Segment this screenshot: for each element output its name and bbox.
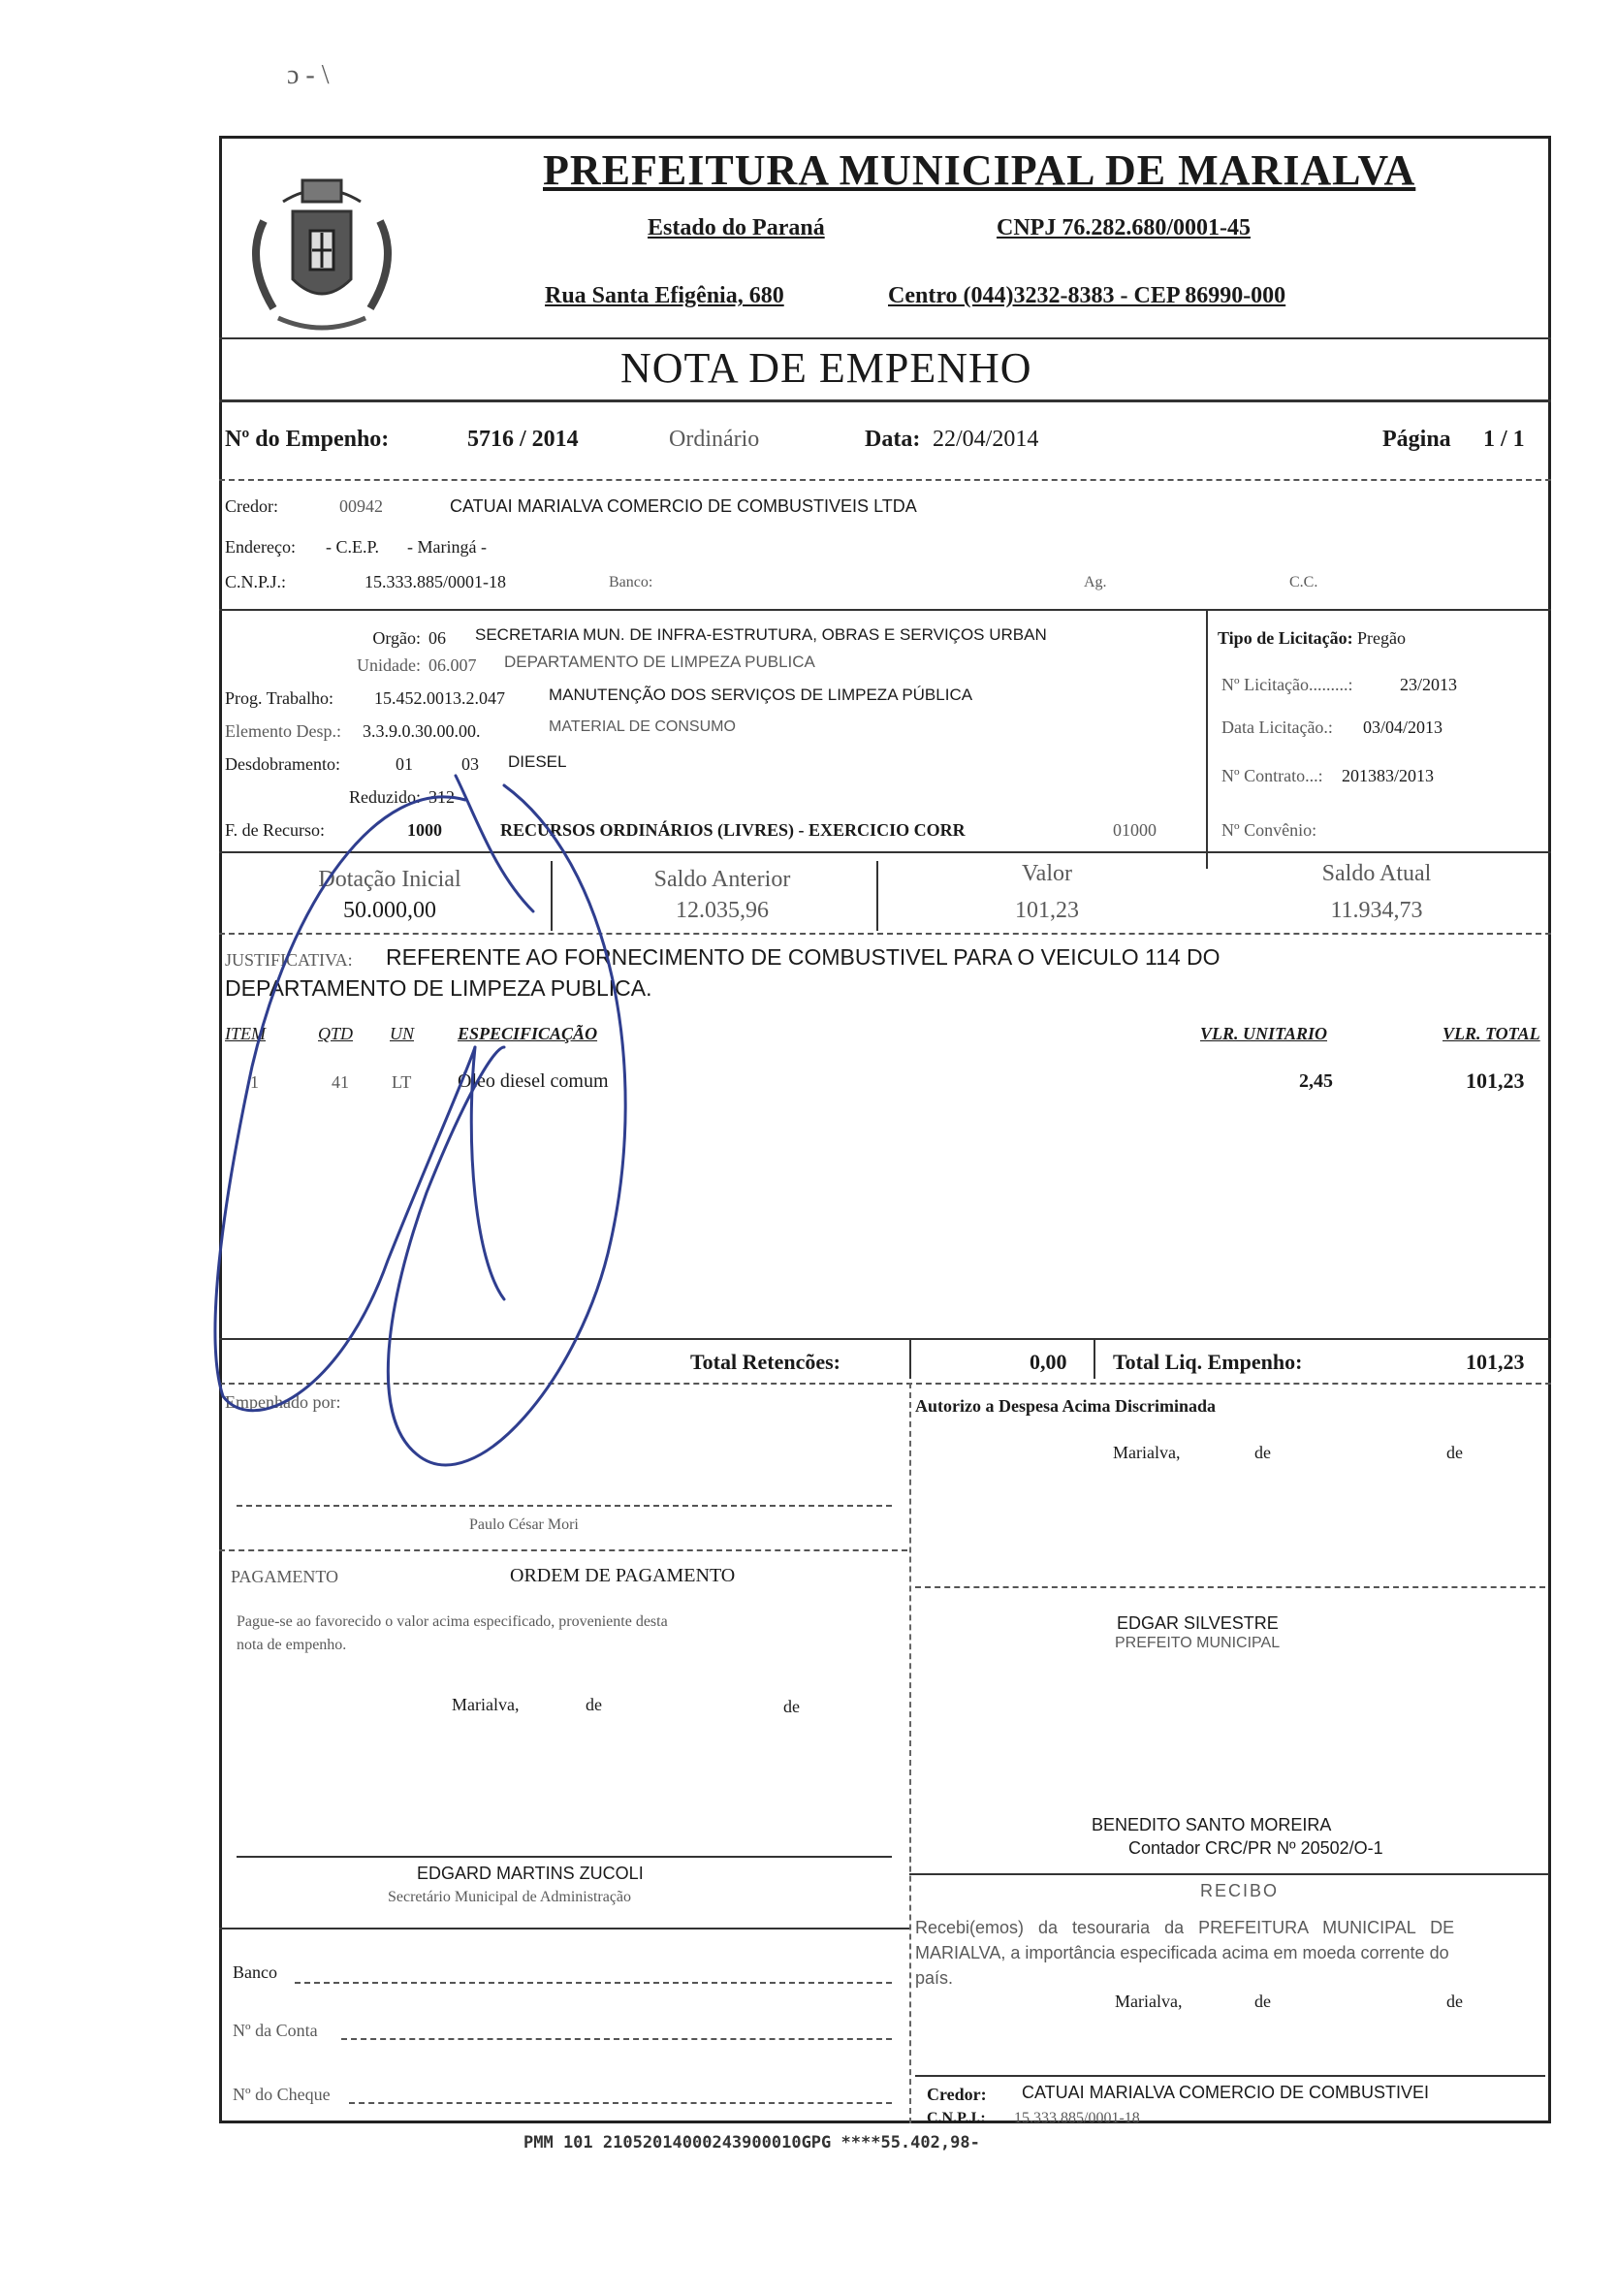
empenho-type: Ordinário — [669, 427, 760, 452]
divider — [219, 1928, 909, 1929]
cep-label: - C.E.P. — [326, 537, 380, 557]
recibo-text-2: MARIALVA, a importância especificada acima em moeda corrente do — [915, 1943, 1449, 1962]
prog-code: 15.452.0013.2.047 — [374, 688, 505, 708]
divider — [876, 861, 878, 931]
page-title: PREFEITURA MUNICIPAL DE MARIALVA — [543, 146, 1416, 194]
header-cnpj: CNPJ 76.282.680/0001-45 — [997, 215, 1251, 240]
header-contact: Centro (044)3232-8383 - CEP 86990-000 — [888, 283, 1286, 308]
credor-cnpj-label: C.N.P.J.: — [225, 572, 287, 591]
liq-label: Total Liq. Empenho: — [1113, 1350, 1303, 1374]
recibo-text-1: Recebi(emos) da tesouraria da PREFEITURA MUNICIPAL DE — [915, 1918, 1455, 1937]
unit-header: VLR. UNITARIO — [1200, 1024, 1328, 1043]
contrato-value: 201383/2013 — [1342, 766, 1435, 785]
conta-corrente-label: C.C. — [1289, 574, 1318, 590]
reducido-label: Reduzido: — [349, 787, 421, 807]
recibo-text-3: país. — [915, 1968, 954, 1988]
contrato-label: Nº Contrato...: — [1221, 766, 1323, 785]
ordem-text-2: nota de empenho. — [237, 1637, 347, 1653]
ordem-text-1: Pague-se ao favorecido o valor acima especificado, proveniente desta — [237, 1613, 668, 1630]
item-espec: Óleo diesel comum — [458, 1070, 609, 1092]
espec-header: ESPECIFICAÇÃO — [458, 1024, 598, 1043]
banco-field-line — [295, 1982, 892, 1984]
credor-label: Credor: — [225, 496, 278, 516]
item-total-value: 101,23 — [1466, 1068, 1525, 1093]
page-number: 1 / 1 — [1483, 427, 1525, 452]
doc-title: NOTA DE EMPENHO — [620, 344, 1032, 392]
justificativa-label: JUSTIFICATIVA: — [225, 950, 353, 970]
credor-code: 00942 — [339, 496, 383, 516]
conta-field-line — [341, 2038, 892, 2040]
signature-line — [237, 1856, 892, 1858]
signature-line — [237, 1505, 892, 1507]
payment-banco-label: Banco — [233, 1962, 277, 1982]
autorizo-text: Autorizo a Despesa Acima Discriminada — [915, 1396, 1216, 1416]
divider — [909, 1873, 1549, 1875]
prefeito-title: PREFEITO MUNICIPAL — [1115, 1635, 1281, 1651]
item-header: ITEM — [225, 1024, 266, 1043]
desdobramento-a: 01 — [396, 754, 413, 774]
ordem-place: Marialva, — [452, 1695, 520, 1714]
empenho-label: Nº do Empenho: — [225, 427, 390, 452]
item-unit-value: 2,45 — [1299, 1070, 1333, 1092]
elemento-label: Elemento Desp.: — [225, 721, 341, 741]
divider — [219, 609, 1551, 611]
divider — [219, 1383, 1551, 1385]
recibo-place: Marialva, — [1115, 1992, 1183, 2011]
orgao-name: SECRETARIA MUN. DE INFRA-ESTRUTURA, OBRAS E SERVIÇOS URBAN — [475, 625, 1047, 644]
total-header: VLR. TOTAL — [1443, 1024, 1540, 1043]
signature-line — [915, 1586, 1545, 1588]
divider — [219, 1549, 907, 1551]
divider — [219, 1338, 1551, 1340]
date-value: 22/04/2014 — [933, 427, 1039, 452]
retencoes-label: Total Retencões: — [690, 1350, 840, 1374]
liq-value: 101,23 — [1466, 1350, 1525, 1374]
reducido-value: 312 — [428, 787, 455, 807]
divider — [551, 861, 553, 931]
autorizo-de-1: de — [1254, 1443, 1271, 1462]
date-label: Data: — [865, 427, 921, 452]
saldo-atual-value: 11.934,73 — [1330, 898, 1423, 923]
ordem-de-1: de — [586, 1695, 602, 1714]
divider — [219, 851, 1551, 853]
coat-of-arms-icon — [225, 163, 419, 347]
divider — [909, 1383, 911, 2123]
ordem-pagamento-title: ORDEM DE PAGAMENTO — [510, 1565, 736, 1586]
header-address: Rua Santa Efigênia, 680 — [545, 283, 784, 308]
ordem-de-2: de — [783, 1697, 800, 1716]
credor-name: CATUAI MARIALVA COMERCIO DE COMBUSTIVEIS LTDA — [450, 496, 917, 516]
recibo-de-1: de — [1254, 1992, 1271, 2011]
data-licitacao-value: 03/04/2013 — [1363, 718, 1443, 737]
agencia-label: Ag. — [1084, 574, 1107, 590]
item-number: 1 — [250, 1072, 259, 1092]
valor-label: Valor — [1022, 861, 1072, 886]
saldo-anterior-value: 12.035,96 — [676, 898, 769, 923]
recurso-tail: 01000 — [1113, 820, 1157, 840]
data-licitacao-label: Data Licitação.: — [1221, 718, 1333, 737]
endereco-label: Endereço: — [225, 537, 296, 557]
secretario-title: Secretário Municipal de Administração — [388, 1889, 632, 1905]
recurso-name: RECURSOS ORDINÁRIOS (LIVRES) - EXERCICIO CORR — [500, 820, 966, 840]
state-name: Estado do Paraná — [648, 215, 825, 240]
payment-cheque-label: Nº do Cheque — [233, 2085, 331, 2104]
elemento-name: MATERIAL DE CONSUMO — [549, 718, 736, 735]
recibo-credor-value: CATUAI MARIALVA COMERCIO DE COMBUSTIVEI — [1022, 2083, 1430, 2102]
unidade-name: DEPARTAMENTO DE LIMPEZA PUBLICA — [504, 653, 815, 671]
banco-label: Banco: — [609, 574, 653, 590]
credor-city: - Maringá - — [407, 537, 487, 557]
contador-title: Contador CRC/PR Nº 20502/O-1 — [1128, 1838, 1383, 1858]
elemento-code: 3.3.9.0.30.00.00. — [363, 721, 481, 741]
cheque-field-line — [349, 2102, 892, 2104]
recurso-code: 1000 — [407, 820, 442, 840]
orgao-code: 06 — [428, 628, 446, 648]
unidade-label: Unidade: — [357, 655, 421, 675]
credor-cnpj: 15.333.885/0001-18 — [365, 572, 506, 591]
saldo-anterior-label: Saldo Anterior — [653, 867, 791, 892]
divider — [219, 337, 1551, 339]
prefeito-name: EDGAR SILVESTRE — [1117, 1613, 1279, 1633]
orgao-label: Orgão: — [372, 628, 421, 648]
payment-conta-label: Nº da Conta — [233, 2021, 318, 2040]
valor-value: 101,23 — [1015, 898, 1079, 923]
prog-name: MANUTENÇÃO DOS SERVIÇOS DE LIMPEZA PÚBLICA — [549, 686, 973, 704]
desdobramento-name: DIESEL — [508, 752, 567, 771]
recibo-de-2: de — [1446, 1992, 1463, 2011]
unidade-code: 06.007 — [428, 655, 477, 675]
divider — [1094, 1338, 1095, 1379]
autorizo-de-2: de — [1446, 1443, 1463, 1462]
pagamento-label: PAGAMENTO — [231, 1567, 339, 1586]
tipo-licitacao-value: Pregão — [1357, 628, 1406, 648]
saldo-atual-label: Saldo Atual — [1321, 861, 1432, 886]
signature-line — [915, 2075, 1545, 2077]
desdobramento-label: Desdobramento: — [225, 754, 340, 774]
recibo-title: RECIBO — [1200, 1881, 1280, 1900]
qtd-header: QTD — [318, 1024, 354, 1043]
dotacao-value: 50.000,00 — [343, 898, 436, 923]
un-header: UN — [390, 1024, 415, 1043]
recurso-label: F. de Recurso: — [225, 820, 326, 840]
divider — [219, 933, 1551, 935]
recibo-cnpj-value: 15.333.885/0001-18 — [1014, 2110, 1140, 2126]
autorizo-place: Marialva, — [1113, 1443, 1181, 1462]
divider — [219, 399, 1551, 402]
recibo-credor-label: Credor: — [927, 2085, 987, 2104]
divider — [1206, 609, 1208, 869]
justificativa-line1: REFERENTE AO FORNECIMENTO DE COMBUSTIVEL PARA O VEICULO 114 DO — [386, 944, 1221, 970]
page-label: Página — [1382, 427, 1451, 452]
retencoes-value: 0,00 — [1030, 1350, 1067, 1374]
divider — [909, 1338, 911, 1379]
empenhado-name: Paulo César Mori — [469, 1516, 579, 1533]
divider — [219, 479, 1551, 481]
contador-name: BENEDITO SANTO MOREIRA — [1092, 1815, 1332, 1834]
footer-code: PMM 101 21052014000243900010GPG ****55.402,98- — [523, 2133, 980, 2152]
convenio-label: Nº Convênio: — [1221, 820, 1317, 840]
tipo-licitacao-label: Tipo de Licitação: — [1218, 628, 1353, 648]
numero-licitacao-label: Nº Licitação.........: — [1221, 675, 1353, 694]
empenhado-label: Empenhado por: — [225, 1392, 341, 1412]
desdobramento-b: 03 — [461, 754, 479, 774]
recibo-cnpj-label: C.N.P.J.: — [927, 2110, 986, 2126]
item-qtd: 41 — [332, 1072, 349, 1092]
prog-label: Prog. Trabalho: — [225, 688, 334, 708]
empenho-number: 5716 / 2014 — [467, 427, 579, 452]
item-un: LT — [392, 1072, 412, 1092]
justificativa-line2: DEPARTAMENTO DE LIMPEZA PUBLICA. — [225, 975, 652, 1001]
dotacao-label: Dotação Inicial — [318, 867, 461, 892]
corner-mark: ɔ - \ — [287, 60, 330, 90]
secretario-name: EDGARD MARTINS ZUCOLI — [417, 1864, 644, 1883]
numero-licitacao-value: 23/2013 — [1400, 675, 1458, 694]
